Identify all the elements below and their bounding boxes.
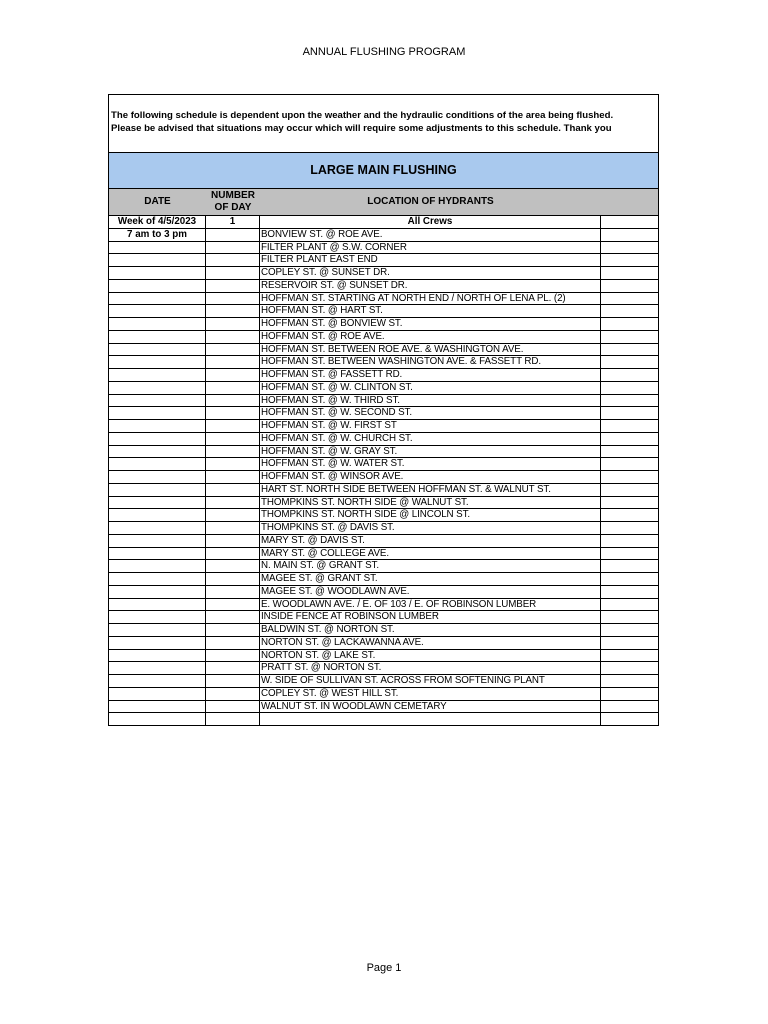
date-cell (109, 331, 206, 343)
location-cell: BONVIEW ST. @ ROE AVE. (260, 229, 601, 241)
date-cell (109, 637, 206, 649)
table-row (109, 394, 658, 407)
notice-line-2: Please be advised that situations may occur which will require some adjustments to this schedule. Thank you (111, 122, 612, 134)
day-number-cell (206, 675, 260, 687)
date-cell (109, 420, 206, 432)
day-number-cell (206, 433, 260, 445)
blank-cell (601, 382, 658, 394)
table-row (109, 241, 658, 254)
blank-cell (601, 395, 658, 407)
date-cell (109, 573, 206, 585)
table-row (109, 700, 658, 713)
location-cell: HART ST. NORTH SIDE BETWEEN HOFFMAN ST. & WALNUT ST. (260, 484, 601, 496)
date-cell (109, 446, 206, 458)
notice-line-1: The following schedule is dependent upon the weather and the hydraulic conditions of the area being flushed. (111, 110, 614, 121)
location-cell: HOFFMAN ST. @ W. GRAY ST. (260, 446, 601, 458)
date-cell (109, 356, 206, 368)
table-row (109, 470, 658, 483)
blank-cell (601, 548, 658, 560)
date-cell (109, 254, 206, 266)
header-day-line-1: NUMBER (211, 190, 255, 201)
day-number-cell (206, 662, 260, 674)
location-cell: FILTER PLANT EAST END (260, 254, 601, 266)
blank-cell (601, 688, 658, 700)
table-row (109, 661, 658, 674)
location-cell: HOFFMAN ST. @ W. WATER ST. (260, 458, 601, 470)
date-cell (109, 280, 206, 292)
day-number-cell (206, 331, 260, 343)
blank-cell (601, 229, 658, 241)
schedule-sheet (108, 94, 659, 726)
blank-cell (601, 280, 658, 292)
schedule-notice (109, 95, 658, 153)
blank-cell (601, 433, 658, 445)
date-cell (109, 293, 206, 305)
header-day-line-2: OF DAY (214, 202, 252, 213)
date-cell: Week of 4/5/2023 (109, 216, 206, 228)
location-cell: HOFFMAN ST. @ W. FIRST ST (260, 420, 601, 432)
date-cell (109, 305, 206, 317)
table-row (109, 623, 658, 636)
day-number-cell (206, 356, 260, 368)
day-number-cell (206, 242, 260, 254)
day-number-cell (206, 484, 260, 496)
blank-cell (601, 637, 658, 649)
table-row (109, 304, 658, 317)
table-row (109, 521, 658, 534)
date-cell: 7 am to 3 pm (109, 229, 206, 241)
date-cell (109, 484, 206, 496)
location-cell: MAGEE ST. @ WOODLAWN AVE. (260, 586, 601, 598)
table-row (109, 572, 658, 585)
blank-cell (601, 407, 658, 419)
location-cell: THOMPKINS ST. NORTH SIDE @ LINCOLN ST. (260, 509, 601, 521)
date-cell (109, 560, 206, 572)
day-number-cell (206, 395, 260, 407)
day-number-cell (206, 293, 260, 305)
table-row (109, 649, 658, 662)
location-cell: NORTON ST. @ LACKAWANNA AVE. (260, 637, 601, 649)
day-number-cell (206, 497, 260, 509)
day-number-cell (206, 624, 260, 636)
date-cell (109, 611, 206, 623)
schedule-rows (109, 215, 658, 725)
day-number-cell (206, 548, 260, 560)
day-number-cell (206, 637, 260, 649)
date-cell (109, 548, 206, 560)
day-number-cell (206, 369, 260, 381)
table-row (109, 419, 658, 432)
day-number-cell (206, 713, 260, 725)
table-row (109, 547, 658, 560)
table-row (109, 559, 658, 572)
header-location: LOCATION OF HYDRANTS (367, 196, 494, 207)
table-row (109, 508, 658, 521)
blank-cell (601, 254, 658, 266)
date-cell (109, 713, 206, 725)
blank-cell (601, 509, 658, 521)
date-cell (109, 535, 206, 547)
date-cell (109, 407, 206, 419)
day-number-cell (206, 446, 260, 458)
day-number-cell (206, 471, 260, 483)
table-row (109, 330, 658, 343)
date-cell (109, 395, 206, 407)
date-cell (109, 433, 206, 445)
location-cell: FILTER PLANT @ S.W. CORNER (260, 242, 601, 254)
table-row (109, 636, 658, 649)
location-cell: MARY ST. @ COLLEGE AVE. (260, 548, 601, 560)
blank-cell (601, 267, 658, 279)
date-cell (109, 701, 206, 713)
header-number-of-day (206, 189, 260, 215)
location-cell: All Crews (260, 216, 601, 228)
date-cell (109, 471, 206, 483)
blank-cell (601, 458, 658, 470)
table-row (109, 381, 658, 394)
date-cell (109, 522, 206, 534)
day-number-cell (206, 318, 260, 330)
date-cell (109, 599, 206, 611)
day-number-cell (206, 573, 260, 585)
location-cell: W. SIDE OF SULLIVAN ST. ACROSS FROM SOFTENING PLANT (260, 675, 601, 687)
location-cell: HOFFMAN ST. @ ROE AVE. (260, 331, 601, 343)
blank-cell (601, 293, 658, 305)
date-cell (109, 344, 206, 356)
location-cell: INSIDE FENCE AT ROBINSON LUMBER (260, 611, 601, 623)
location-cell: HOFFMAN ST. @ WINSOR AVE. (260, 471, 601, 483)
location-cell: HOFFMAN ST. BETWEEN WASHINGTON AVE. & FASSETT RD. (260, 356, 601, 368)
table-row (109, 687, 658, 700)
location-cell: WALNUT ST. IN WOODLAWN CEMETARY (260, 701, 601, 713)
day-number-cell (206, 420, 260, 432)
date-cell (109, 650, 206, 662)
table-row (109, 228, 658, 241)
location-cell: RESERVOIR ST. @ SUNSET DR. (260, 280, 601, 292)
day-number-cell (206, 254, 260, 266)
day-number-cell (206, 229, 260, 241)
table-row (109, 483, 658, 496)
table-row (109, 292, 658, 305)
blank-cell (601, 650, 658, 662)
blank-cell (601, 573, 658, 585)
table-row (109, 445, 658, 458)
date-cell (109, 662, 206, 674)
table-header (109, 189, 658, 215)
table-row (109, 215, 658, 228)
blank-cell (601, 369, 658, 381)
blank-cell (601, 484, 658, 496)
table-row (109, 368, 658, 381)
date-cell (109, 458, 206, 470)
location-cell: THOMPKINS ST. @ DAVIS ST. (260, 522, 601, 534)
table-row (109, 355, 658, 368)
date-cell (109, 318, 206, 330)
day-number-cell (206, 522, 260, 534)
table-row (109, 253, 658, 266)
blank-cell (601, 624, 658, 636)
day-number-cell (206, 650, 260, 662)
blank-cell (601, 216, 658, 228)
day-number-cell (206, 509, 260, 521)
location-cell: COPLEY ST. @ WEST HILL ST. (260, 688, 601, 700)
table-row (109, 457, 658, 470)
location-cell: HOFFMAN ST. BETWEEN ROE AVE. & WASHINGTON AVE. (260, 344, 601, 356)
date-cell (109, 369, 206, 381)
location-cell: E. WOODLAWN AVE. / E. OF 103 / E. OF ROBINSON LUMBER (260, 599, 601, 611)
section-title: LARGE MAIN FLUSHING (109, 153, 658, 189)
day-number-cell (206, 407, 260, 419)
header-blank (601, 189, 658, 215)
blank-cell (601, 420, 658, 432)
blank-cell (601, 675, 658, 687)
table-row (109, 496, 658, 509)
page-number: Page 1 (366, 962, 402, 974)
blank-cell (601, 701, 658, 713)
location-cell: BALDWIN ST. @ NORTON ST. (260, 624, 601, 636)
location-cell: HOFFMAN ST. @ W. THIRD ST. (260, 395, 601, 407)
table-row (109, 674, 658, 687)
blank-cell (601, 242, 658, 254)
table-row (109, 343, 658, 356)
location-cell: HOFFMAN ST. @ BONVIEW ST. (260, 318, 601, 330)
date-cell (109, 688, 206, 700)
blank-cell (601, 662, 658, 674)
header-date: DATE (144, 196, 171, 207)
date-cell (109, 675, 206, 687)
blank-cell (601, 497, 658, 509)
location-cell: HOFFMAN ST. STARTING AT NORTH END / NORTH OF LENA PL. (2) (260, 293, 601, 305)
location-cell: HOFFMAN ST. @ W. CHURCH ST. (260, 433, 601, 445)
blank-cell (601, 611, 658, 623)
location-cell: HOFFMAN ST. @ FASSETT RD. (260, 369, 601, 381)
day-number-cell (206, 280, 260, 292)
blank-cell (601, 522, 658, 534)
date-cell (109, 624, 206, 636)
day-number-cell (206, 458, 260, 470)
date-cell (109, 267, 206, 279)
blank-cell (601, 713, 658, 725)
day-number-cell (206, 305, 260, 317)
blank-cell (601, 471, 658, 483)
table-row (109, 712, 658, 725)
day-number-cell (206, 586, 260, 598)
day-number-cell (206, 599, 260, 611)
day-number-cell (206, 560, 260, 572)
blank-cell (601, 586, 658, 598)
blank-cell (601, 356, 658, 368)
date-cell (109, 497, 206, 509)
location-cell: MAGEE ST. @ GRANT ST. (260, 573, 601, 585)
blank-cell (601, 535, 658, 547)
location-cell: HOFFMAN ST. @ W. CLINTON ST. (260, 382, 601, 394)
location-cell: N. MAIN ST. @ GRANT ST. (260, 560, 601, 572)
table-row (109, 266, 658, 279)
location-cell: MARY ST. @ DAVIS ST. (260, 535, 601, 547)
date-cell (109, 586, 206, 598)
day-number-cell (206, 535, 260, 547)
day-number-cell (206, 701, 260, 713)
day-number-cell (206, 611, 260, 623)
table-row (109, 317, 658, 330)
page-title: ANNUAL FLUSHING PROGRAM (302, 46, 466, 58)
day-number-cell: 1 (206, 216, 260, 228)
table-row (109, 598, 658, 611)
location-cell: THOMPKINS ST. NORTH SIDE @ WALNUT ST. (260, 497, 601, 509)
location-cell: NORTON ST. @ LAKE ST. (260, 650, 601, 662)
location-cell: COPLEY ST. @ SUNSET DR. (260, 267, 601, 279)
blank-cell (601, 331, 658, 343)
location-cell: HOFFMAN ST. @ W. SECOND ST. (260, 407, 601, 419)
day-number-cell (206, 688, 260, 700)
day-number-cell (206, 344, 260, 356)
blank-cell (601, 305, 658, 317)
table-row (109, 432, 658, 445)
location-cell (260, 713, 601, 725)
blank-cell (601, 446, 658, 458)
table-row (109, 534, 658, 547)
table-row (109, 610, 658, 623)
date-cell (109, 242, 206, 254)
table-row (109, 279, 658, 292)
blank-cell (601, 560, 658, 572)
date-cell (109, 382, 206, 394)
date-cell (109, 509, 206, 521)
table-row (109, 406, 658, 419)
blank-cell (601, 599, 658, 611)
blank-cell (601, 318, 658, 330)
day-number-cell (206, 267, 260, 279)
location-cell: HOFFMAN ST. @ HART ST. (260, 305, 601, 317)
blank-cell (601, 344, 658, 356)
table-row (109, 585, 658, 598)
location-cell: PRATT ST. @ NORTON ST. (260, 662, 601, 674)
day-number-cell (206, 382, 260, 394)
